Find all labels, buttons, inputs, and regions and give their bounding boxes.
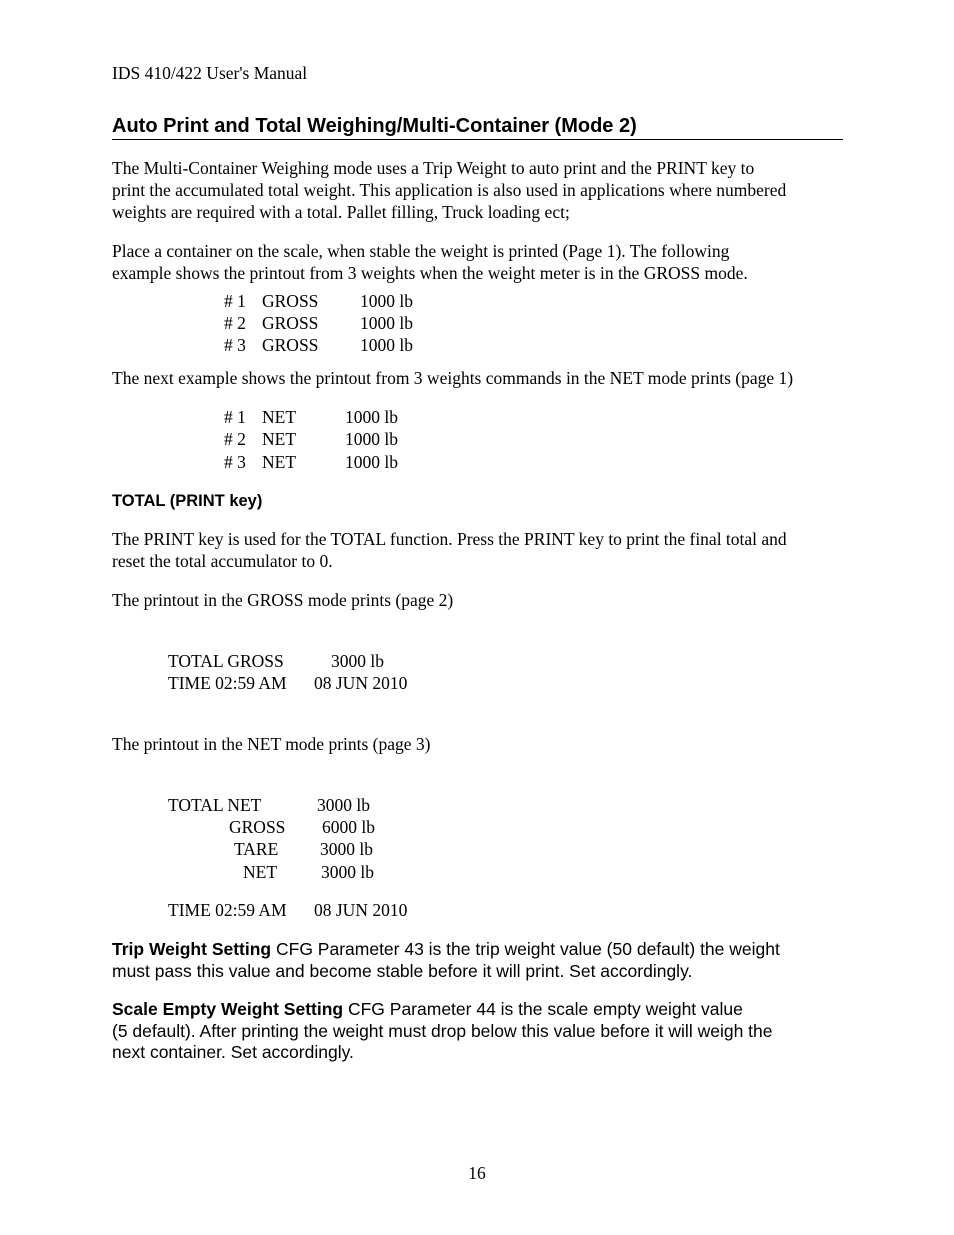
gross-row-number: # 2 (224, 313, 246, 333)
net-total-intro: The printout in the NET mode prints (page 3) (112, 734, 431, 754)
trip-weight-text-1: CFG Parameter 43 is the trip weight value (50 default) the weight (271, 939, 780, 959)
net-row-number: # 1 (224, 407, 246, 427)
manual-title: IDS 410/422 User's Manual (112, 63, 308, 83)
net-row-number: # 3 (224, 452, 246, 472)
net-net-value: 3000 lb (321, 862, 374, 882)
section-heading: Auto Print and Total Weighing/Multi-Container (Mode 2) (112, 113, 843, 140)
total-desc-line-1: The PRINT key is used for the TOTAL function. Press the PRINT key to print the final total and (112, 529, 787, 549)
gross-total-time: TIME 02:59 AM (168, 673, 287, 693)
net-gross-label: GROSS (229, 817, 286, 837)
scale-empty-weight-setting (112, 999, 847, 1064)
intro-line-3: weights are required with a total. Pallet filling, Truck loading ect; (112, 202, 570, 222)
gross-total-value: 3000 lb (331, 651, 384, 671)
gross-row-weight: 1000 lb (360, 313, 413, 333)
net-total-label: TOTAL NET (168, 795, 262, 815)
net-total-value: 3000 lb (317, 795, 370, 815)
scale-empty-text-2: (5 default). After printing the weight must drop below this value before it will weigh the (112, 1020, 773, 1041)
net-row-mode: NET (262, 452, 297, 472)
trip-weight-text-2: must pass this value and become stable before it will print. Set accordingly. (112, 960, 693, 981)
net-row-weight: 1000 lb (345, 452, 398, 472)
net-row-mode: NET (262, 429, 297, 449)
net-row-weight: 1000 lb (345, 429, 398, 449)
intro-line-1: The Multi-Container Weighing mode uses a Trip Weight to auto print and the PRINT key to (112, 158, 755, 178)
gross-row-weight: 1000 lb (360, 335, 413, 355)
net-row-mode: NET (262, 407, 297, 427)
gross-row-mode: GROSS (262, 291, 319, 311)
scale-empty-text-1: CFG Parameter 44 is the scale empty weight value (343, 999, 743, 1019)
scale-empty-label: Scale Empty Weight Setting (112, 999, 344, 1019)
gross-total-label: TOTAL GROSS (168, 651, 284, 671)
intro-line-2: print the accumulated total weight. This application is also used in applications where numbered (112, 180, 787, 200)
net-row-weight: 1000 lb (345, 407, 398, 427)
gross-total-intro: The printout in the GROSS mode prints (page 2) (112, 590, 454, 610)
net-intro-paragraph: The next example shows the printout from 3 weights commands in the NET mode prints (page 1) (112, 368, 794, 388)
net-row-number: # 2 (224, 429, 246, 449)
gross-row-number: # 3 (224, 335, 246, 355)
net-total-time: TIME 02:59 AM (168, 900, 287, 920)
net-total-date: 08 JUN 2010 (314, 900, 408, 920)
net-net-label: NET (243, 862, 278, 882)
scale-empty-text-3: next container. Set accordingly. (112, 1042, 354, 1062)
net-tare-value: 3000 lb (320, 839, 373, 859)
place-paragraph (112, 240, 847, 284)
page-number: 16 (468, 1163, 486, 1183)
total-description (112, 528, 847, 572)
gross-row-weight: 1000 lb (360, 291, 413, 311)
trip-weight-label: Trip Weight Setting (112, 939, 272, 959)
trip-weight-setting (112, 939, 847, 982)
net-gross-value: 6000 lb (322, 817, 375, 837)
gross-row-mode: GROSS (262, 335, 319, 355)
total-desc-line-2: reset the total accumulator to 0. (112, 551, 333, 571)
gross-row-mode: GROSS (262, 313, 319, 333)
net-tare-label: TARE (234, 839, 279, 859)
place-line-1: Place a container on the scale, when stable the weight is printed (Page 1). The following (112, 241, 730, 261)
total-print-key-heading: TOTAL (PRINT key) (112, 492, 263, 510)
intro-paragraph (112, 157, 847, 223)
gross-row-number: # 1 (224, 291, 246, 311)
place-line-2: example shows the printout from 3 weights when the weight meter is in the GROSS mode. (112, 263, 748, 283)
gross-total-date: 08 JUN 2010 (314, 673, 408, 693)
